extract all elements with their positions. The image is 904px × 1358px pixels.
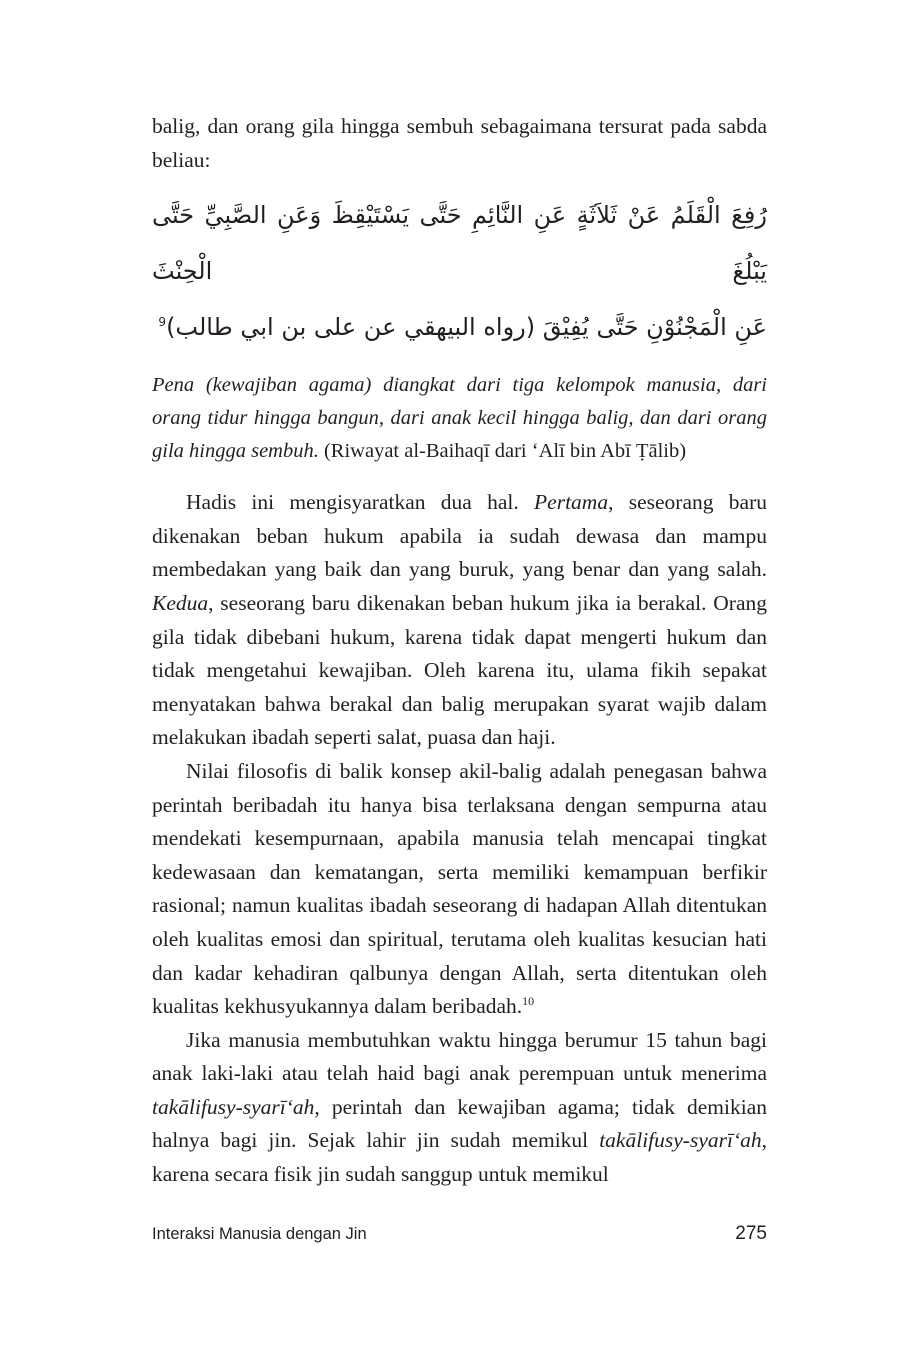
page-footer (152, 1223, 767, 1245)
page-content (152, 110, 767, 1192)
para3-italic-term-1: takālifusy-syarī‘ah (152, 1094, 315, 1119)
para1-text-a: Hadis ini mengisyaratkan dua hal. (186, 490, 535, 515)
translation-source: (Riwayat al-Baihaqī dari ‘Alī bin Abī Ṭālib) (318, 440, 687, 463)
footnote-ref-10: 10 (522, 993, 535, 1008)
hadith-line-1: رُفِعَ الْقَلَمُ عَنْ ثَلاَثَةٍ عَنِ النَّائِمِ حَتَّى يَسْتَيْقِظَ وَعَنِ الصَّبِيِّ حَتَّى يَبْلُغَ الْحِنْثَ (152, 201, 767, 286)
para1-text-e: , seseorang baru dikenakan beban hukum jika ia berakal. Orang gila tidak dibebani hukum, karena tidak dapat mengerti hukum dan tidak mengetahui kewajiban. Oleh karena itu, ulama fikih sepakat menyatakan bahwa berakal dan balig merupakan syarat wajib dalam melakukan ibadah seperti salat, puasa dan haji. (152, 590, 767, 750)
para3-text-c: , perintah dan kewajiban agama; tidak demikian halnya bagi jin. Sejak lahir jin sudah memikul (152, 1094, 767, 1153)
footnote-ref-9: 9 (158, 315, 167, 330)
para1-text-c: , seseorang baru dikenakan beban hukum apabila ia sudah dewasa dan mampu membedakan yang baik dan yang buruk, yang benar dan yang salah. (152, 490, 767, 582)
para3-italic-term-2: takālifusy-syarī‘ah (599, 1128, 762, 1153)
hadith-arabic (152, 187, 767, 355)
intro-text: balig, dan orang gila hingga sembuh sebagaimana tersurat pada sabda beliau: (152, 114, 767, 172)
page-number: 275 (735, 1223, 767, 1244)
running-title: Interaksi Manusia dengan Jin (152, 1225, 367, 1243)
hadith-line-2 (152, 299, 767, 355)
translation-italic: Pena (kewajiban agama) diangkat dari tiga kelompok manusia, dari orang tidur hingga bangun, dari anak kecil hingga balig, dan dari orang gila hingga sembuh. (152, 374, 767, 463)
paragraph-2 (152, 755, 767, 1024)
para3-text-a: Jika manusia membutuhkan waktu hingga berumur 15 tahun bagi anak laki-laki atau telah haid bagi anak perempuan untuk menerima (152, 1027, 767, 1086)
paragraph-3 (152, 1024, 767, 1192)
para1-italic-kedua: Kedua (152, 590, 209, 615)
hadith-line-2-text: عَنِ الْمَجْنُوْنِ حَتَّى يُفِيْقَ (رواه البيهقي عن على بن ابي طالب) (166, 313, 767, 342)
hadith-translation (152, 369, 767, 468)
para3-text-e: , karena secara fisik jin sudah sanggup untuk memikul (152, 1128, 767, 1187)
paragraph-1 (152, 486, 767, 755)
para2-text: Nilai filosofis di balik konsep akil-balig adalah penegasan bahwa perintah beribadah itu hanya bisa terlaksana dengan sempurna atau mendekati kesempurnaan, apabila manusia telah mencapai tingkat kedewasaan dan kematangan, serta memiliki kemampuan berfikir rasional; namun kualitas ibadah seseorang di hadapan Allah ditentukan oleh kualitas emosi dan spiritual, terutama oleh kualitas kesucian hati dan kadar kehadiran qalbunya dengan Allah, serta ditentukan oleh kualitas kekhusyukannya dalam beribadah. (152, 758, 767, 1019)
para1-italic-pertama: Pertama (534, 490, 609, 515)
